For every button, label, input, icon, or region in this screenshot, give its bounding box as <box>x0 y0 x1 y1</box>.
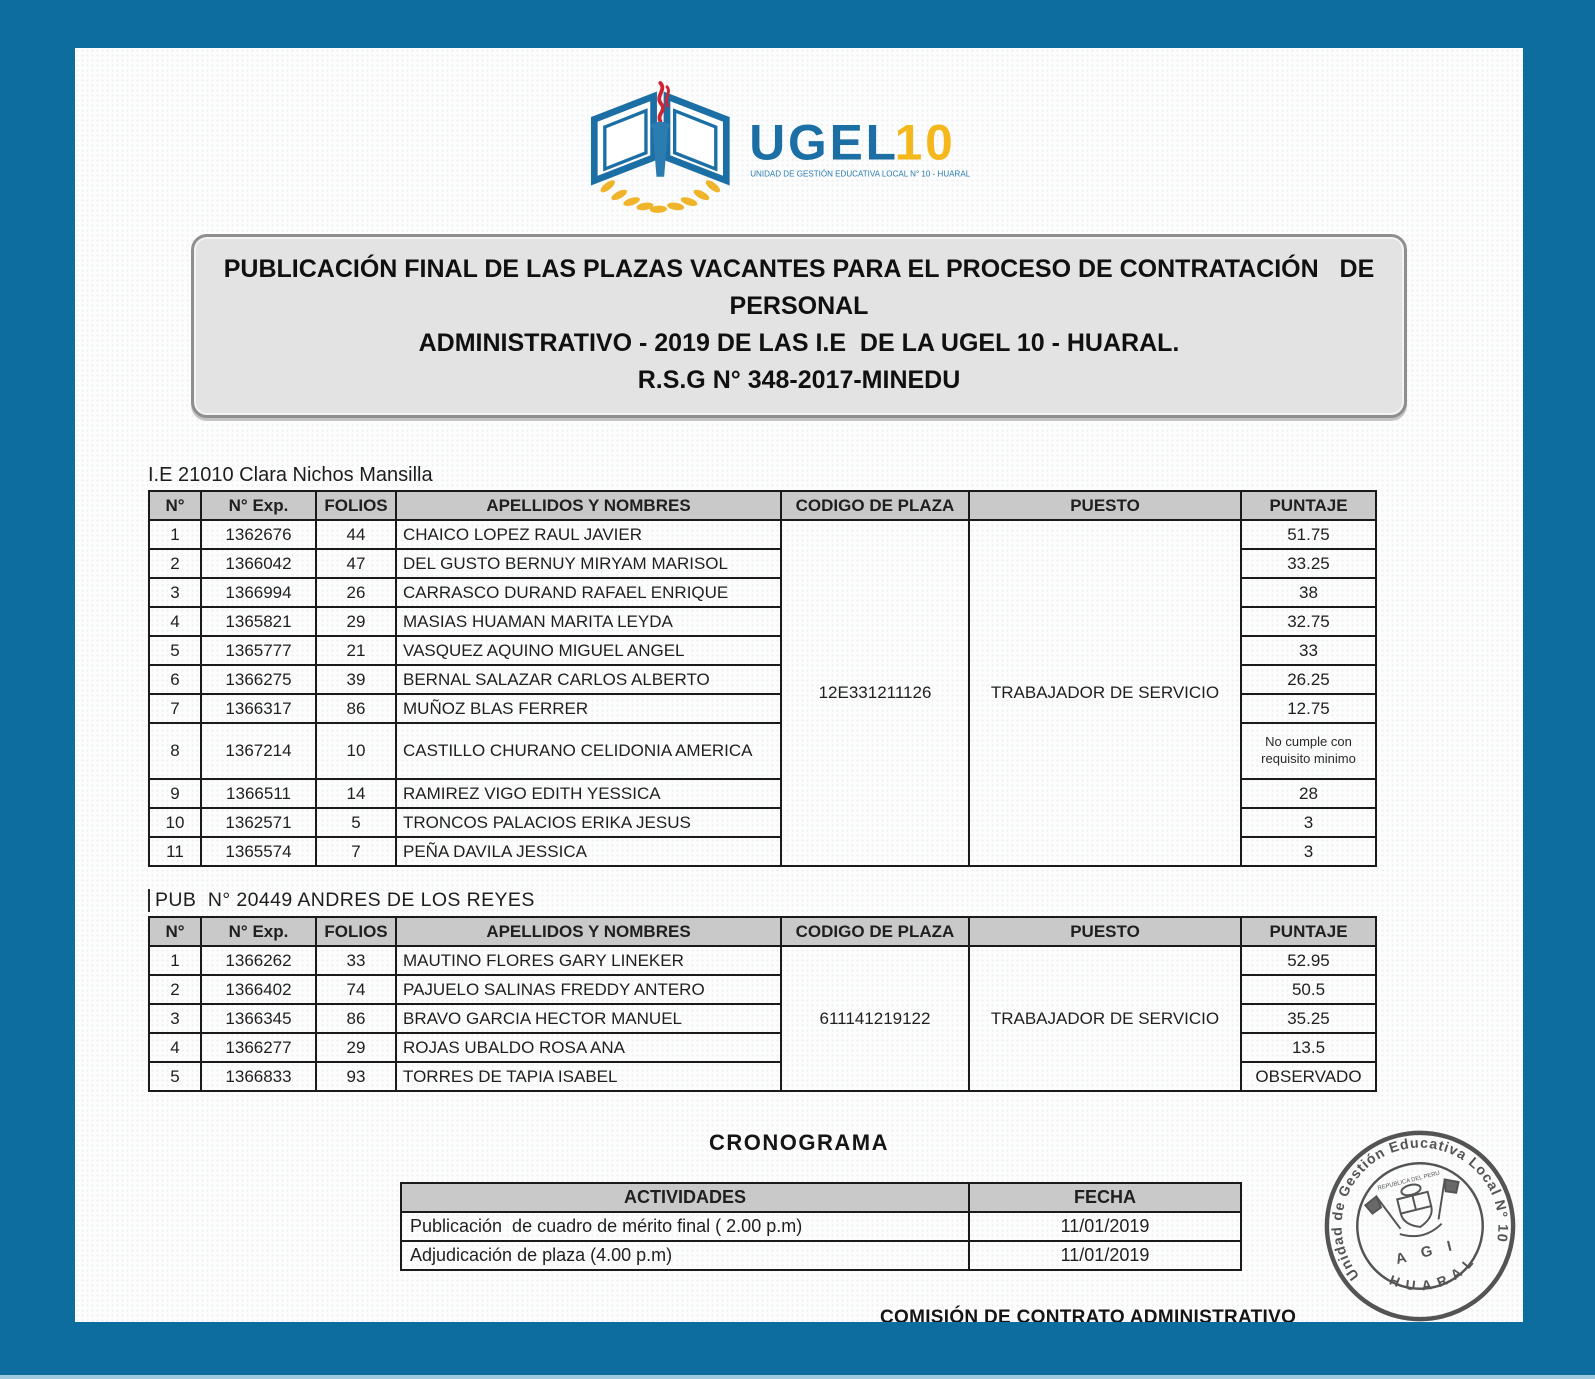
cell-n: 6 <box>149 665 201 694</box>
table-row <box>149 946 1376 975</box>
logo-number: 10 <box>894 114 956 171</box>
cell-n: 5 <box>149 1062 201 1091</box>
cell-nombres: DEL GUSTO BERNUY MIRYAM MARISOL <box>396 549 781 578</box>
table2 <box>148 916 1377 1092</box>
laurel-icon <box>599 178 722 213</box>
cell-puntaje: No cumple con requisito minimo <box>1241 723 1376 779</box>
table2-header-row <box>149 917 1376 946</box>
cell-nombres: PAJUELO SALINAS FREDDY ANTERO <box>396 975 781 1004</box>
cell-exp: 1366277 <box>201 1033 316 1062</box>
title-line-2: ADMINISTRATIVO - 2019 DE LAS I.E DE LA UGEL 10 - HUARAL. <box>418 329 1180 357</box>
cell-n: 10 <box>149 808 201 837</box>
header-codigo: CODIGO DE PLAZA <box>781 917 969 946</box>
cell-puntaje: 33.25 <box>1241 549 1376 578</box>
cell-nombres: CARRASCO DURAND RAFAEL ENRIQUE <box>396 578 781 607</box>
cell-fecha: 11/01/2019 <box>969 1212 1241 1241</box>
cell-folios: 21 <box>316 636 396 665</box>
ugel-logo <box>75 48 1523 224</box>
cell-exp: 1366042 <box>201 549 316 578</box>
header-n: N° <box>149 491 201 520</box>
cell-folios: 74 <box>316 975 396 1004</box>
cell-nombres: TRONCOS PALACIOS ERIKA JESUS <box>396 808 781 837</box>
cell-n: 4 <box>149 1033 201 1062</box>
table1 <box>148 490 1377 867</box>
cell-folios: 26 <box>316 578 396 607</box>
logo-tagline: UNIDAD DE GESTIÓN EDUCATIVA LOCAL N° 10 - HUARAL <box>750 169 973 179</box>
cell-n: 2 <box>149 975 201 1004</box>
cell-puesto: TRABAJADOR DE SERVICIO <box>969 946 1241 1091</box>
document-title-box <box>191 234 1407 418</box>
cell-n: 4 <box>149 607 201 636</box>
cell-fecha: 11/01/2019 <box>969 1241 1241 1270</box>
cell-puntaje: 35.25 <box>1241 1004 1376 1033</box>
cell-n: 1 <box>149 946 201 975</box>
cell-puntaje: 13.5 <box>1241 1033 1376 1062</box>
cell-folios: 14 <box>316 779 396 808</box>
cell-exp: 1365574 <box>201 837 316 866</box>
cronograma-header-row <box>401 1183 1241 1212</box>
cell-exp: 1362571 <box>201 808 316 837</box>
header-folios: FOLIOS <box>316 491 396 520</box>
cell-puntaje: 38 <box>1241 578 1376 607</box>
cell-n: 9 <box>149 779 201 808</box>
cell-actividad: Adjudicación de plaza (4.00 p.m) <box>401 1241 969 1270</box>
cell-exp: 1366262 <box>201 946 316 975</box>
header-fecha: FECHA <box>969 1183 1241 1212</box>
comision-text: COMISIÓN DE CONTRATO ADMINISTRATIVO <box>880 1307 1297 1322</box>
cell-exp: 1365777 <box>201 636 316 665</box>
header-puesto: PUESTO <box>969 491 1241 520</box>
title-line-3: R.S.G N° 348-2017-MINEDU <box>637 366 961 394</box>
table1-header-row <box>149 491 1376 520</box>
cell-n: 5 <box>149 636 201 665</box>
header-exp: N° Exp. <box>201 491 316 520</box>
cell-exp: 1366317 <box>201 694 316 723</box>
cell-puntaje: 26.25 <box>1241 665 1376 694</box>
cell-n: 1 <box>149 520 201 549</box>
cell-puntaje: 50.5 <box>1241 975 1376 1004</box>
table-row <box>149 520 1376 549</box>
cell-nombres: BERNAL SALAZAR CARLOS ALBERTO <box>396 665 781 694</box>
header-exp: N° Exp. <box>201 917 316 946</box>
header-nombres: APELLIDOS Y NOMBRES <box>396 491 781 520</box>
cell-nombres: RAMIREZ VIGO EDITH YESSICA <box>396 779 781 808</box>
cell-n: 11 <box>149 837 201 866</box>
header-codigo: CODIGO DE PLAZA <box>781 491 969 520</box>
stamp-emblem-caption: REPUBLICA DEL PERU <box>1377 1170 1441 1192</box>
cell-nombres: MUÑOZ BLAS FERRER <box>396 694 781 723</box>
cell-puntaje: 52.95 <box>1241 946 1376 975</box>
cell-nombres: CHAICO LOPEZ RAUL JAVIER <box>396 520 781 549</box>
cell-exp: 1366345 <box>201 1004 316 1033</box>
cell-actividad: Publicación de cuadro de mérito final ( 2.00 p.m) <box>401 1212 969 1241</box>
cell-exp: 1367214 <box>201 723 316 779</box>
cell-nombres: BRAVO GARCIA HECTOR MANUEL <box>396 1004 781 1033</box>
cell-folios: 47 <box>316 549 396 578</box>
table-row <box>401 1241 1241 1270</box>
cell-puntaje: 32.75 <box>1241 607 1376 636</box>
ugel-logo-icon <box>579 74 1019 224</box>
cell-nombres: VASQUEZ AQUINO MIGUEL ANGEL <box>396 636 781 665</box>
cell-n: 3 <box>149 578 201 607</box>
cell-folios: 93 <box>316 1062 396 1091</box>
cell-folios: 33 <box>316 946 396 975</box>
cell-n: 7 <box>149 694 201 723</box>
cell-nombres: MAUTINO FLORES GARY LINEKER <box>396 946 781 975</box>
header-puesto: PUESTO <box>969 917 1241 946</box>
cell-n: 2 <box>149 549 201 578</box>
cell-folios: 10 <box>316 723 396 779</box>
cell-exp: 1366994 <box>201 578 316 607</box>
header-nombres: APELLIDOS Y NOMBRES <box>396 917 781 946</box>
cell-nombres: ROJAS UBALDO ROSA ANA <box>396 1033 781 1062</box>
cell-folios: 7 <box>316 837 396 866</box>
cell-folios: 5 <box>316 808 396 837</box>
header-puntaje: PUNTAJE <box>1241 491 1376 520</box>
cell-puntaje: 3 <box>1241 837 1376 866</box>
stamp-center-letters: A G I <box>1394 1237 1460 1268</box>
cell-puntaje: 3 <box>1241 808 1376 837</box>
cell-puntaje: OBSERVADO <box>1241 1062 1376 1091</box>
stamp-arc-bottom-text: - H U A R A L - <box>1376 1245 1485 1294</box>
cell-puntaje: 12.75 <box>1241 694 1376 723</box>
header-actividades: ACTIVIDADES <box>401 1183 969 1212</box>
title-line-1: PUBLICACIÓN FINAL DE LAS PLAZAS VACANTES PARA EL PROCESO DE CONTRATACIÓN DE PERSONAL <box>223 255 1382 320</box>
stamp-arc-top-text: Unidad de Gestión Educativa Local N° 10 <box>1329 1135 1511 1284</box>
cell-puesto: TRABAJADOR DE SERVICIO <box>969 520 1241 866</box>
cell-codigo-de-plaza: 611141219122 <box>781 946 969 1091</box>
header-folios: FOLIOS <box>316 917 396 946</box>
table2-label: PUB N° 20449 ANDRES DE LOS REYES <box>148 889 1523 912</box>
cronograma-title: CRONOGRAMA <box>709 1130 889 1155</box>
cell-folios: 29 <box>316 1033 396 1062</box>
cell-puntaje: 51.75 <box>1241 520 1376 549</box>
cell-nombres: PEÑA DAVILA JESSICA <box>396 837 781 866</box>
cell-folios: 44 <box>316 520 396 549</box>
cell-exp: 1366275 <box>201 665 316 694</box>
cell-folios: 29 <box>316 607 396 636</box>
cell-puntaje: 33 <box>1241 636 1376 665</box>
cell-exp: 1366511 <box>201 779 316 808</box>
cell-folios: 86 <box>316 1004 396 1033</box>
header-n: N° <box>149 917 201 946</box>
cell-nombres: CASTILLO CHURANO CELIDONIA AMERICA <box>396 723 781 779</box>
cell-folios: 86 <box>316 694 396 723</box>
table-row <box>401 1212 1241 1241</box>
cell-exp: 1366833 <box>201 1062 316 1091</box>
cronograma-table <box>400 1182 1242 1271</box>
table1-label: I.E 21010 Clara Nichos Mansilla <box>148 464 433 486</box>
cell-nombres: TORRES DE TAPIA ISABEL <box>396 1062 781 1091</box>
cell-folios: 39 <box>316 665 396 694</box>
cell-exp: 1365821 <box>201 607 316 636</box>
cell-exp: 1366402 <box>201 975 316 1004</box>
cell-exp: 1362676 <box>201 520 316 549</box>
cell-nombres: MASIAS HUAMAN MARITA LEYDA <box>396 607 781 636</box>
logo-acronym: UGEL <box>749 114 899 171</box>
document-page <box>75 48 1523 1322</box>
cell-n: 3 <box>149 1004 201 1033</box>
cell-codigo-de-plaza: 12E331211126 <box>781 520 969 866</box>
cell-puntaje: 28 <box>1241 779 1376 808</box>
cell-n: 8 <box>149 723 201 779</box>
header-puntaje: PUNTAJE <box>1241 917 1376 946</box>
